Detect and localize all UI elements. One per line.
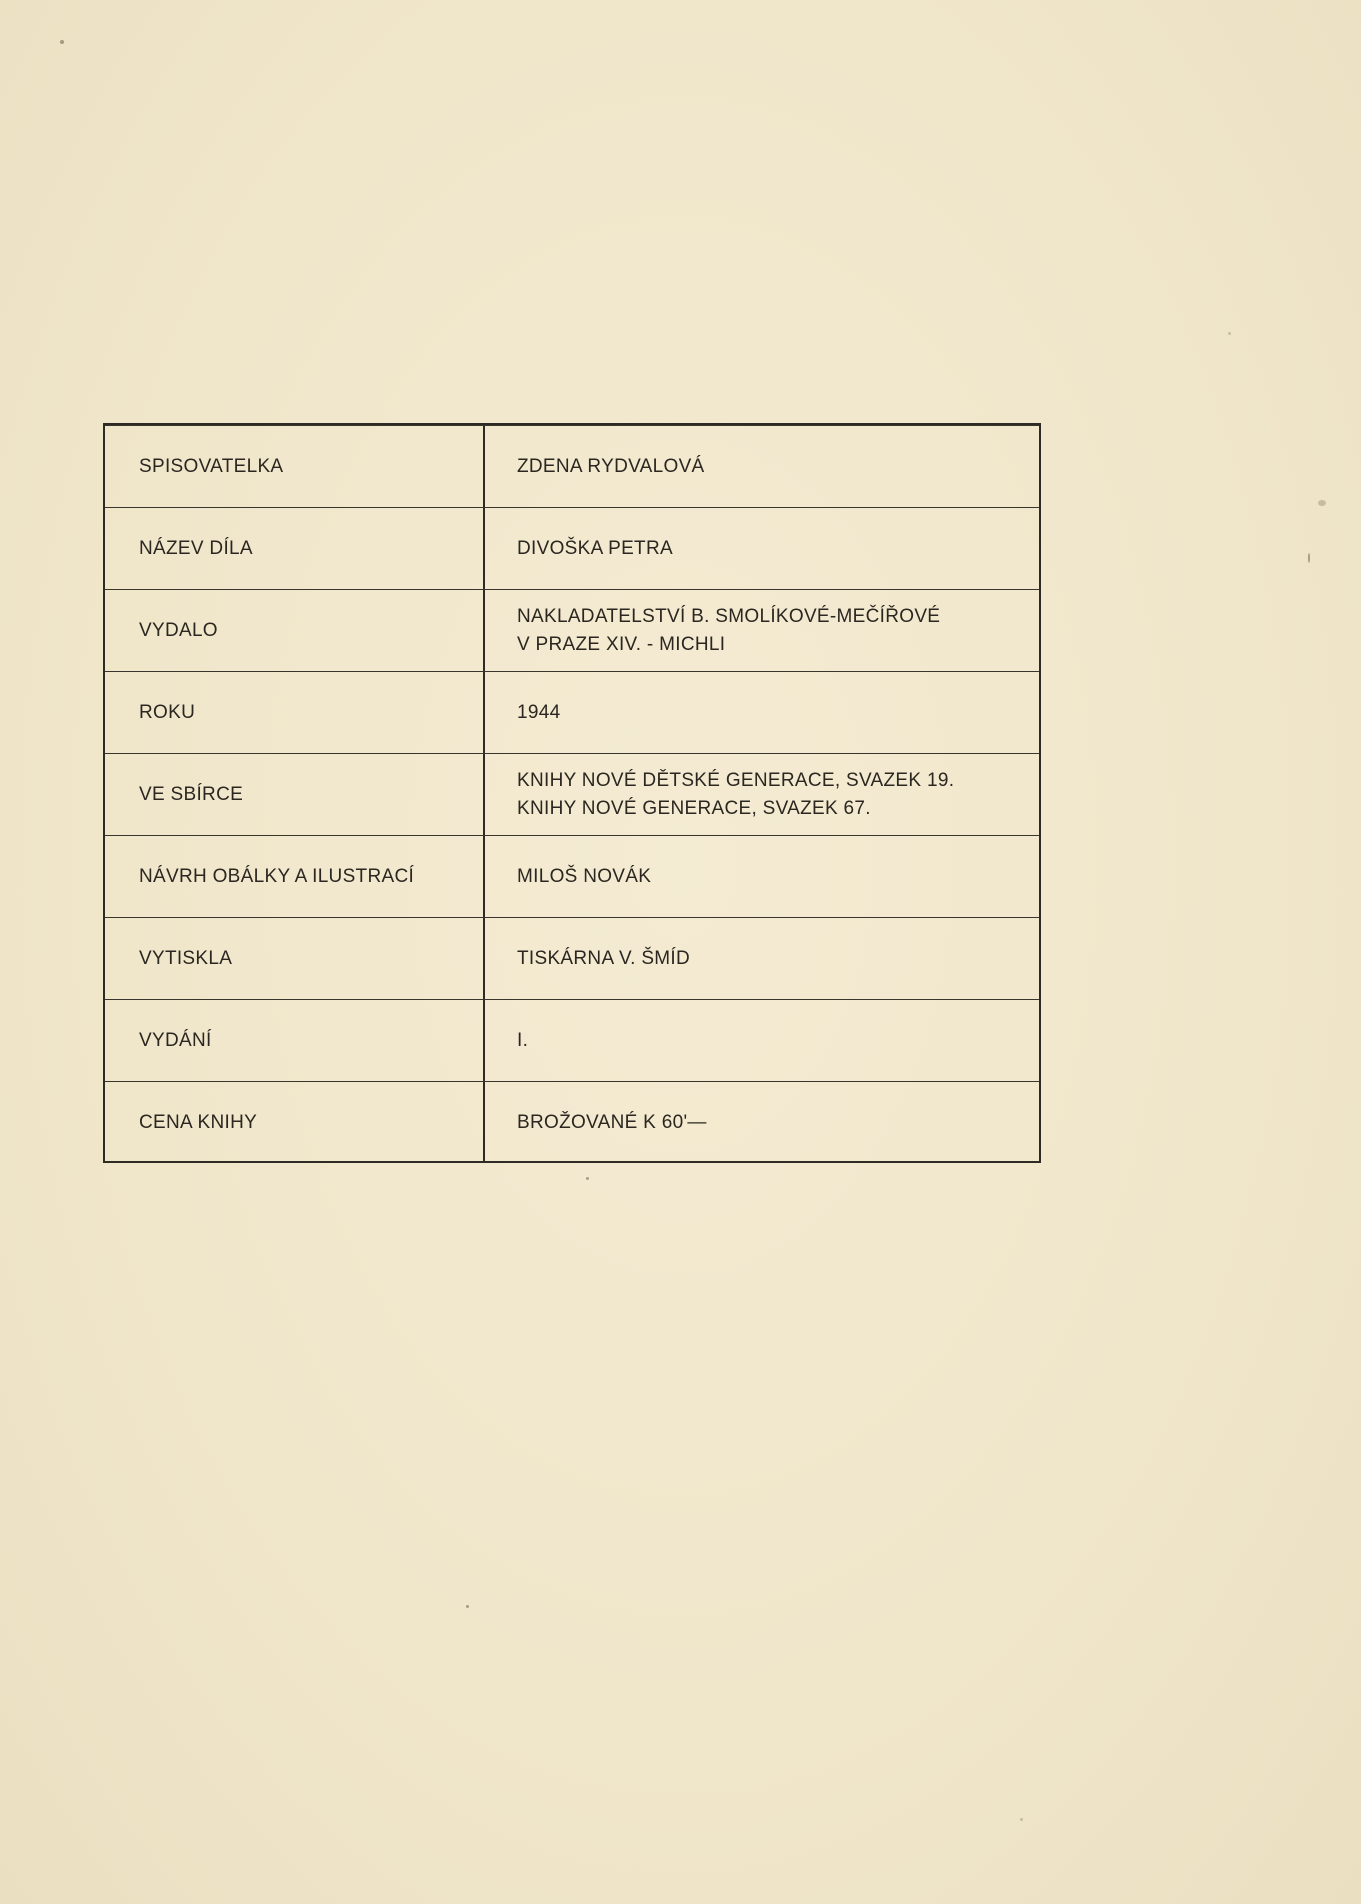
value-line: MILOŠ NOVÁK [517, 865, 652, 887]
row-value [517, 426, 1027, 507]
row-value [517, 754, 1027, 835]
row-value [517, 1082, 1027, 1163]
imprint-row-printer [105, 917, 1039, 999]
value-line: I. [517, 1029, 529, 1051]
paper-speck [1318, 500, 1326, 506]
row-value [517, 1000, 1027, 1081]
value-line: V PRAZE XIV. - MICHLI [517, 633, 726, 655]
value-line: BROŽOVANÉ K 60'— [517, 1111, 707, 1133]
value-line: KNIHY NOVÉ DĚTSKÉ GENERACE, SVAZEK 19. [517, 769, 955, 791]
row-label: CENA KNIHY [139, 1111, 258, 1133]
paper-speck [586, 1177, 589, 1180]
row-label: ROKU [139, 701, 196, 723]
imprint-row-series [105, 753, 1039, 835]
imprint-row-year [105, 671, 1039, 753]
row-value [517, 918, 1027, 999]
paper-speck [1308, 553, 1310, 563]
value-line: TISKÁRNA V. ŠMÍD [517, 947, 691, 969]
imprint-row-author [105, 425, 1039, 507]
imprint-row-price [105, 1081, 1039, 1163]
row-label: VYDALO [139, 619, 218, 641]
row-value [517, 590, 1027, 671]
value-line: NAKLADATELSTVÍ B. SMOLÍKOVÉ-MEČÍŘOVÉ [517, 605, 941, 627]
row-label: VYDÁNÍ [139, 1029, 212, 1051]
row-value [517, 672, 1027, 753]
imprint-row-illustrator [105, 835, 1039, 917]
paper-speck [1228, 332, 1231, 335]
value-line: DIVOŠKA PETRA [517, 537, 673, 559]
row-label: NÁZEV DÍLA [139, 537, 253, 559]
row-label: VE SBÍRCE [139, 783, 244, 805]
value-line: KNIHY NOVÉ GENERACE, SVAZEK 67. [517, 797, 871, 819]
paper-speck [466, 1605, 469, 1608]
row-value [517, 836, 1027, 917]
imprint-row-edition [105, 999, 1039, 1081]
imprint-table [103, 423, 1041, 1163]
imprint-row-title [105, 507, 1039, 589]
paper-speck [60, 40, 64, 44]
value-line: 1944 [517, 701, 561, 723]
row-value [517, 508, 1027, 589]
value-line: ZDENA RYDVALOVÁ [517, 455, 705, 477]
row-label: VYTISKLA [139, 947, 233, 969]
row-label: SPISOVATELKA [139, 455, 284, 477]
row-label: NÁVRH OBÁLKY A ILUSTRACÍ [139, 865, 415, 887]
imprint-row-publisher [105, 589, 1039, 671]
paper-speck [1020, 1818, 1023, 1821]
